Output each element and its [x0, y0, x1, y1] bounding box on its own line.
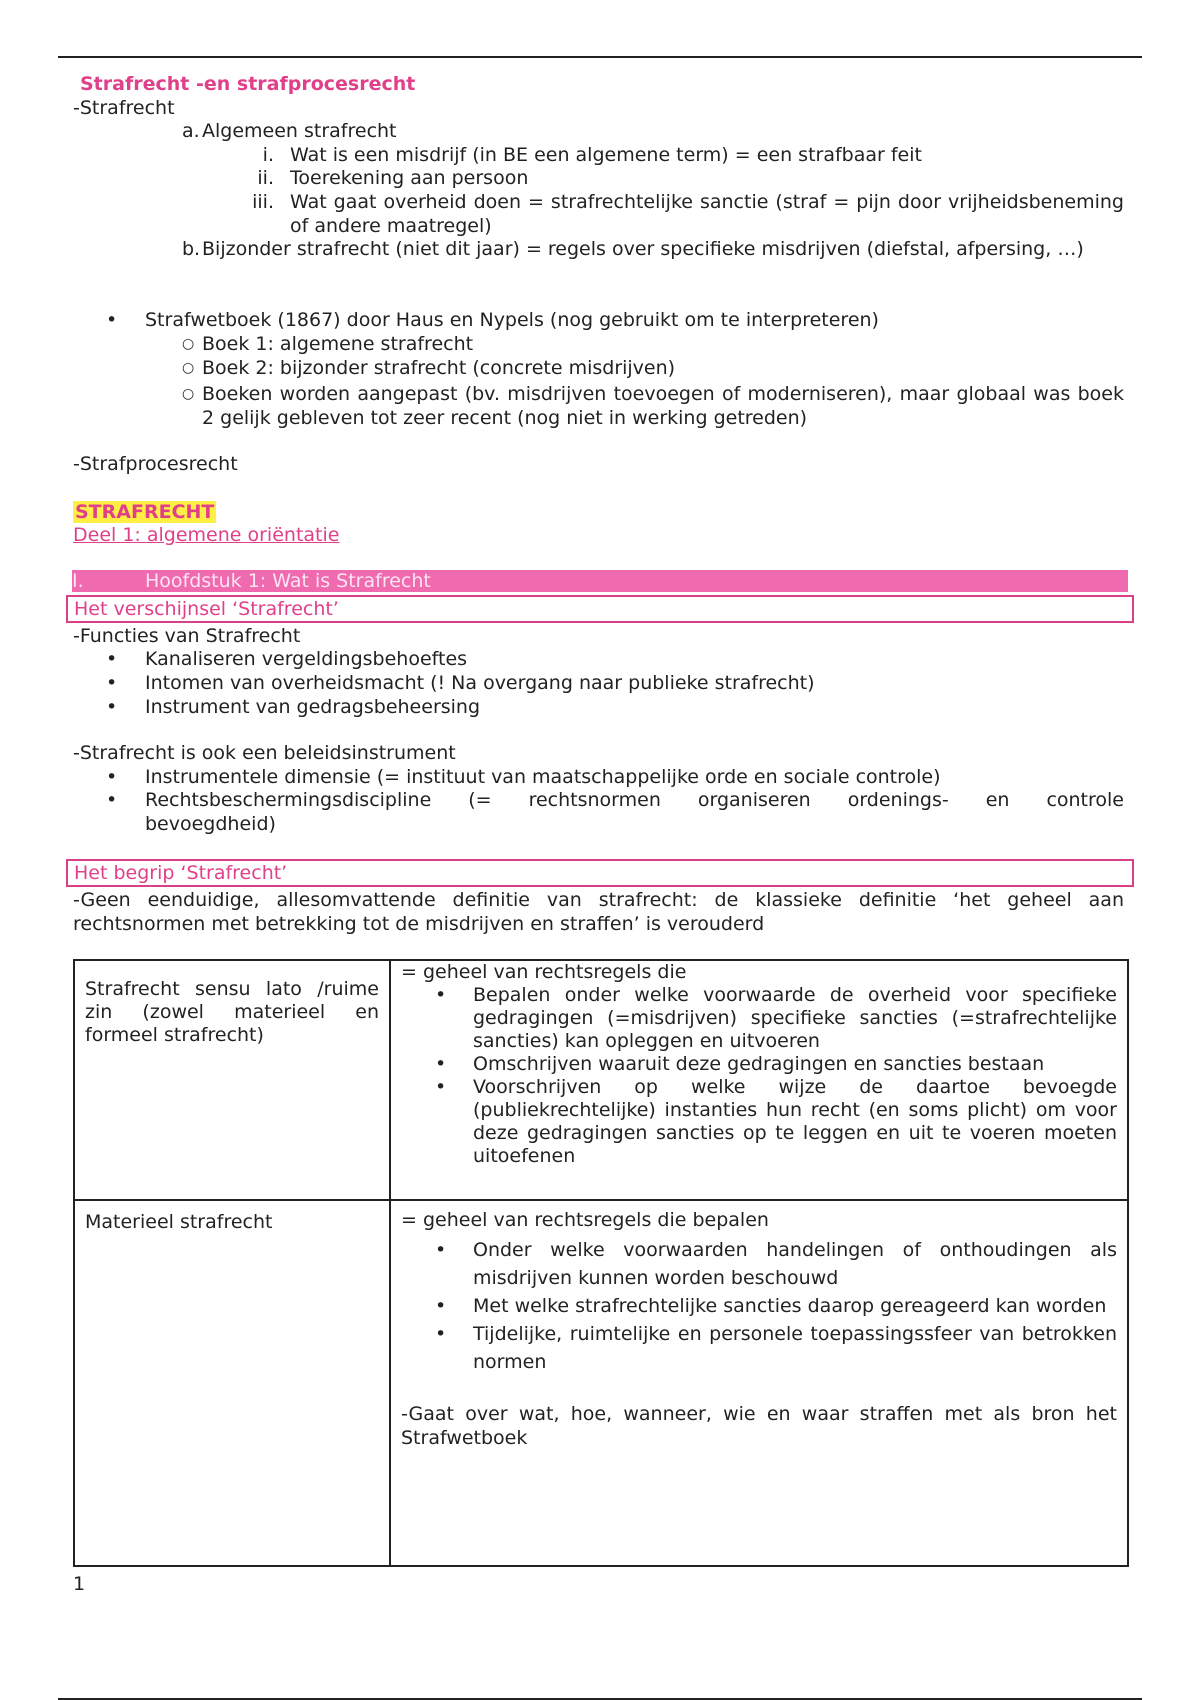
bullet-icon: •: [106, 696, 118, 718]
circle-bullet-icon: ○: [182, 360, 195, 376]
concept-text: -Geen eenduidige, allesomvattende definitie van strafrecht: de klassieke definitie ‘het geheel aan rechtsnormen met betrekking tot de misdrijven en straffen’ is verouderd: [73, 889, 1124, 935]
top-rule: [58, 56, 1142, 58]
bullet-icon: •: [106, 789, 118, 811]
policy-item-1: Instrumentele dimensie (= instituut van maatschappelijke orde en sociale controle): [145, 766, 941, 788]
list-marker-a: a.: [182, 120, 200, 142]
roman-item-1: Wat is een misdrijf (in BE een algemene term) = een strafbaar feit: [290, 144, 922, 166]
roman-item-3: Wat gaat overheid doen = strafrechtelijke sanctie (straf = pijn door vrijheidsbeneming of andere maatregel): [290, 191, 1124, 237]
roman-marker-2: ii.: [257, 167, 274, 189]
functions-label: -Functies van Strafrecht: [73, 625, 301, 647]
circle-bullet-icon: ○: [182, 386, 195, 402]
policy-item-2: Rechtsbeschermingsdiscipline (= rechtsnormen organiseren ordenings- en controle bevoegdheid): [145, 789, 1124, 835]
table-row: [74, 960, 1128, 1200]
function-item-3: Instrument van gedragsbeheersing: [145, 696, 481, 718]
definition-intro: = geheel van rechtsregels die: [401, 961, 687, 983]
phenomenon-heading: Het verschijnsel ‘Strafrecht’: [66, 595, 1134, 623]
book-item-3: Boeken worden aangepast (bv. misdrijven toevoegen of moderniseren), maar globaal was boek 2 gelijk gebleven tot zeer recent (nog niet in werking getreden): [202, 383, 1124, 429]
roman-marker-1: i.: [262, 144, 274, 166]
chapter-number: I.: [72, 570, 84, 592]
definition-table: [73, 959, 1129, 1567]
term-sensu-lato: Strafrecht sensu lato /ruime zin (zowel materieel en formeel strafrecht): [85, 978, 379, 1046]
chapter-title: Hoofdstuk 1: Wat is Strafrecht: [145, 570, 431, 592]
definition-intro: = geheel van rechtsregels die bepalen: [401, 1209, 769, 1231]
list-item: • Voorschrijven op welke wijze de daartoe bevoegde (publiekrechtelijke) instanties hun recht (en soms plicht) om voor deze gedragingen sancties op te leggen en uit te voeren moeten uitoefenen: [473, 1076, 1117, 1168]
circle-bullet-icon: ○: [182, 336, 195, 352]
strafrecht-label: -Strafrecht: [73, 97, 175, 119]
policy-label: -Strafrecht is ook een beleidsinstrument: [73, 742, 456, 764]
list-item: • Bepalen onder welke voorwaarde de overheid voor specifieke gedragingen (=misdrijven) specifieke sancties (=strafrechtelijke sancties) kan opleggen en uitvoeren: [473, 984, 1117, 1053]
bullet-icon: •: [106, 648, 118, 670]
page-number: 1: [73, 1573, 86, 1595]
list-item: • Tijdelijke, ruimtelijke en personele toepassingssfeer van betrokken normen: [473, 1320, 1117, 1376]
doc-title: Strafrecht -en strafprocesrecht: [80, 73, 416, 95]
function-item-2: Intomen van overheidsmacht (! Na overgang naar publieke strafrecht): [145, 672, 815, 694]
definition-note: -Gaat over wat, hoe, wanneer, wie en waar straffen met als bron het Strafwetboek: [401, 1403, 1117, 1449]
roman-marker-3: iii.: [252, 191, 274, 213]
table-cell-definition: [390, 960, 1128, 1200]
part-title: Deel 1: algemene oriëntatie: [73, 524, 340, 546]
chapter-bar: [72, 570, 1128, 592]
book-item-2: Boek 2: bijzonder strafrecht (concrete misdrijven): [202, 357, 676, 379]
list-item: • Omschrijven waaruit deze gedragingen en sancties bestaan: [473, 1053, 1117, 1076]
bullet-icon: •: [106, 309, 118, 331]
bijzonder-strafrecht: Bijzonder strafrecht (niet dit jaar) = regels over specifieke misdrijven (diefstal, afpersing, …): [202, 238, 1084, 260]
section-title-text: STRAFRECHT: [75, 501, 215, 523]
list-item: • Onder welke voorwaarden handelingen of onthoudingen als misdrijven kunnen worden beschouwd: [473, 1236, 1117, 1292]
list-marker-b: b.: [182, 238, 201, 260]
strafwetboek-item: Strafwetboek (1867) door Haus en Nypels (nog gebruikt om te interpreteren): [145, 309, 879, 331]
roman-item-2: Toerekening aan persoon: [290, 167, 529, 189]
function-item-1: Kanaliseren vergeldingsbehoeftes: [145, 648, 468, 670]
table-row: [74, 1200, 1128, 1566]
list-item: • Met welke strafrechtelijke sancties daarop gereageerd kan worden: [473, 1292, 1117, 1320]
table-cell-term: [74, 960, 390, 1200]
book-item-1: Boek 1: algemene strafrecht: [202, 333, 474, 355]
bullet-icon: •: [106, 672, 118, 694]
term-materieel: Materieel strafrecht: [85, 1211, 273, 1233]
strafprocesrecht-label: -Strafprocesrecht: [73, 453, 238, 475]
table-cell-term: [74, 1200, 390, 1566]
bullet-icon: •: [106, 766, 118, 788]
section-title: [73, 500, 216, 524]
algemeen-strafrecht: Algemeen strafrecht: [202, 120, 397, 142]
concept-heading: Het begrip ‘Strafrecht’: [66, 859, 1134, 887]
table-cell-definition: [390, 1200, 1128, 1566]
